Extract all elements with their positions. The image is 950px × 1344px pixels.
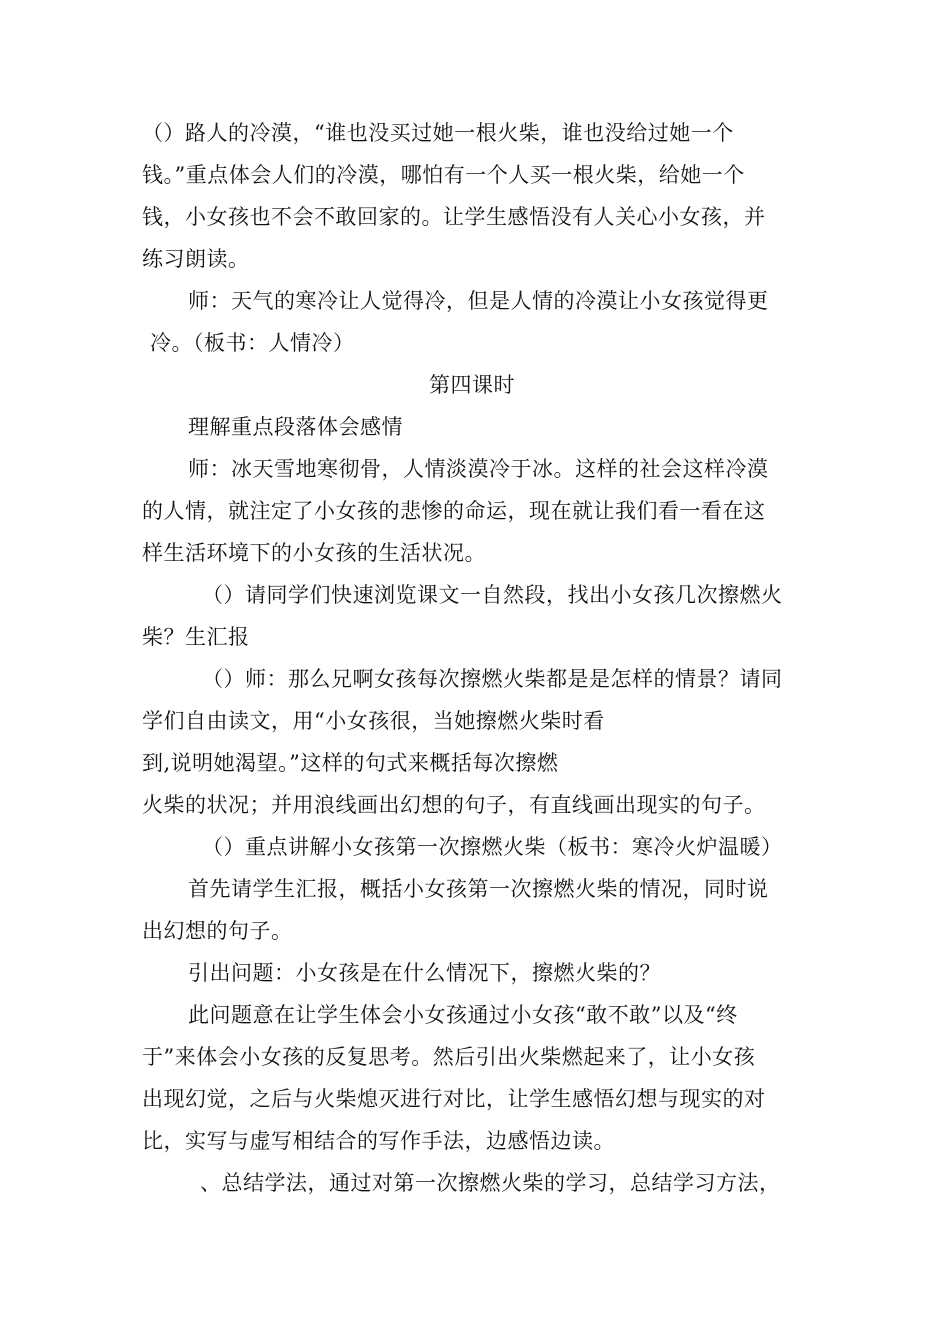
- text-line: 到,说明她渴望。”这样的句式来概括每次擦燃: [142, 751, 559, 775]
- text-line: 、总结学法，通过对第一次擦燃火柴的学习，总结学习方法，: [200, 1171, 781, 1195]
- text-line: 冷。（板书：人情冷）: [150, 331, 355, 355]
- text-line: 钱。”重点体会人们的冷漠，哪怕有一个人买一根火柴，给她一个: [142, 163, 745, 187]
- text-line: 此问题意在让学生体会小女孩通过小女孩“敢不敢”以及“终: [188, 1003, 738, 1027]
- section-heading: 第四课时: [429, 373, 515, 397]
- text-line: （）路人的冷漠，“谁也没买过她一根火柴，谁也没给过她一个: [142, 121, 734, 145]
- text-line: 首先请学生汇报，概括小女孩第一次擦燃火柴的情况，同时说: [188, 877, 769, 901]
- text-line: 的人情，就注定了小女孩的悲惨的命运，现在就让我们看一看在这: [142, 499, 766, 523]
- text-line: 出现幻觉，之后与火柴熄灭进行对比，让学生感悟幻想与现实的对: [142, 1087, 766, 1111]
- text-line: （）请同学们快速浏览课文一自然段，找出小女孩几次擦燃火: [202, 583, 783, 607]
- text-line: 样生活环境下的小女孩的生活状况。: [142, 541, 486, 565]
- text-line: 于”来体会小女孩的反复思考。然后引出火柴燃起来了，让小女孩: [142, 1045, 756, 1069]
- text-line: 理解重点段落体会感情: [188, 415, 403, 439]
- text-line: 师：天气的寒冷让人觉得冷，但是人情的冷漠让小女孩觉得更: [188, 289, 769, 313]
- text-line: 出幻想的句子。: [142, 919, 293, 943]
- text-line: 钱，小女孩也不会不敢回家的。让学生感悟没有人关心小女孩，并: [142, 205, 766, 229]
- text-line: 学们自由读文，用“小女孩很，当她擦燃火柴时看: [142, 709, 605, 733]
- text-line: 比，实写与虚写相结合的写作手法，边感悟边读。: [142, 1129, 615, 1153]
- text-line: （）师：那么兄啊女孩每次擦燃火柴都是是怎样的情景？请同: [202, 667, 783, 691]
- text-line: 引出问题：小女孩是在什么情况下，擦燃火柴的？: [188, 961, 661, 985]
- text-line: 师：冰天雪地寒彻骨，人情淡漠冷于冰。这样的社会这样冷漠: [188, 457, 769, 481]
- text-line: 练习朗读。: [142, 247, 250, 271]
- text-line: 火柴的状况；并用浪线画出幻想的句子，有直线画出现实的句子。: [142, 793, 766, 817]
- text-line: 柴？生汇报: [142, 625, 250, 649]
- text-line: （）重点讲解小女孩第一次擦燃火柴（板书：寒冷火炉温暖）: [202, 835, 783, 859]
